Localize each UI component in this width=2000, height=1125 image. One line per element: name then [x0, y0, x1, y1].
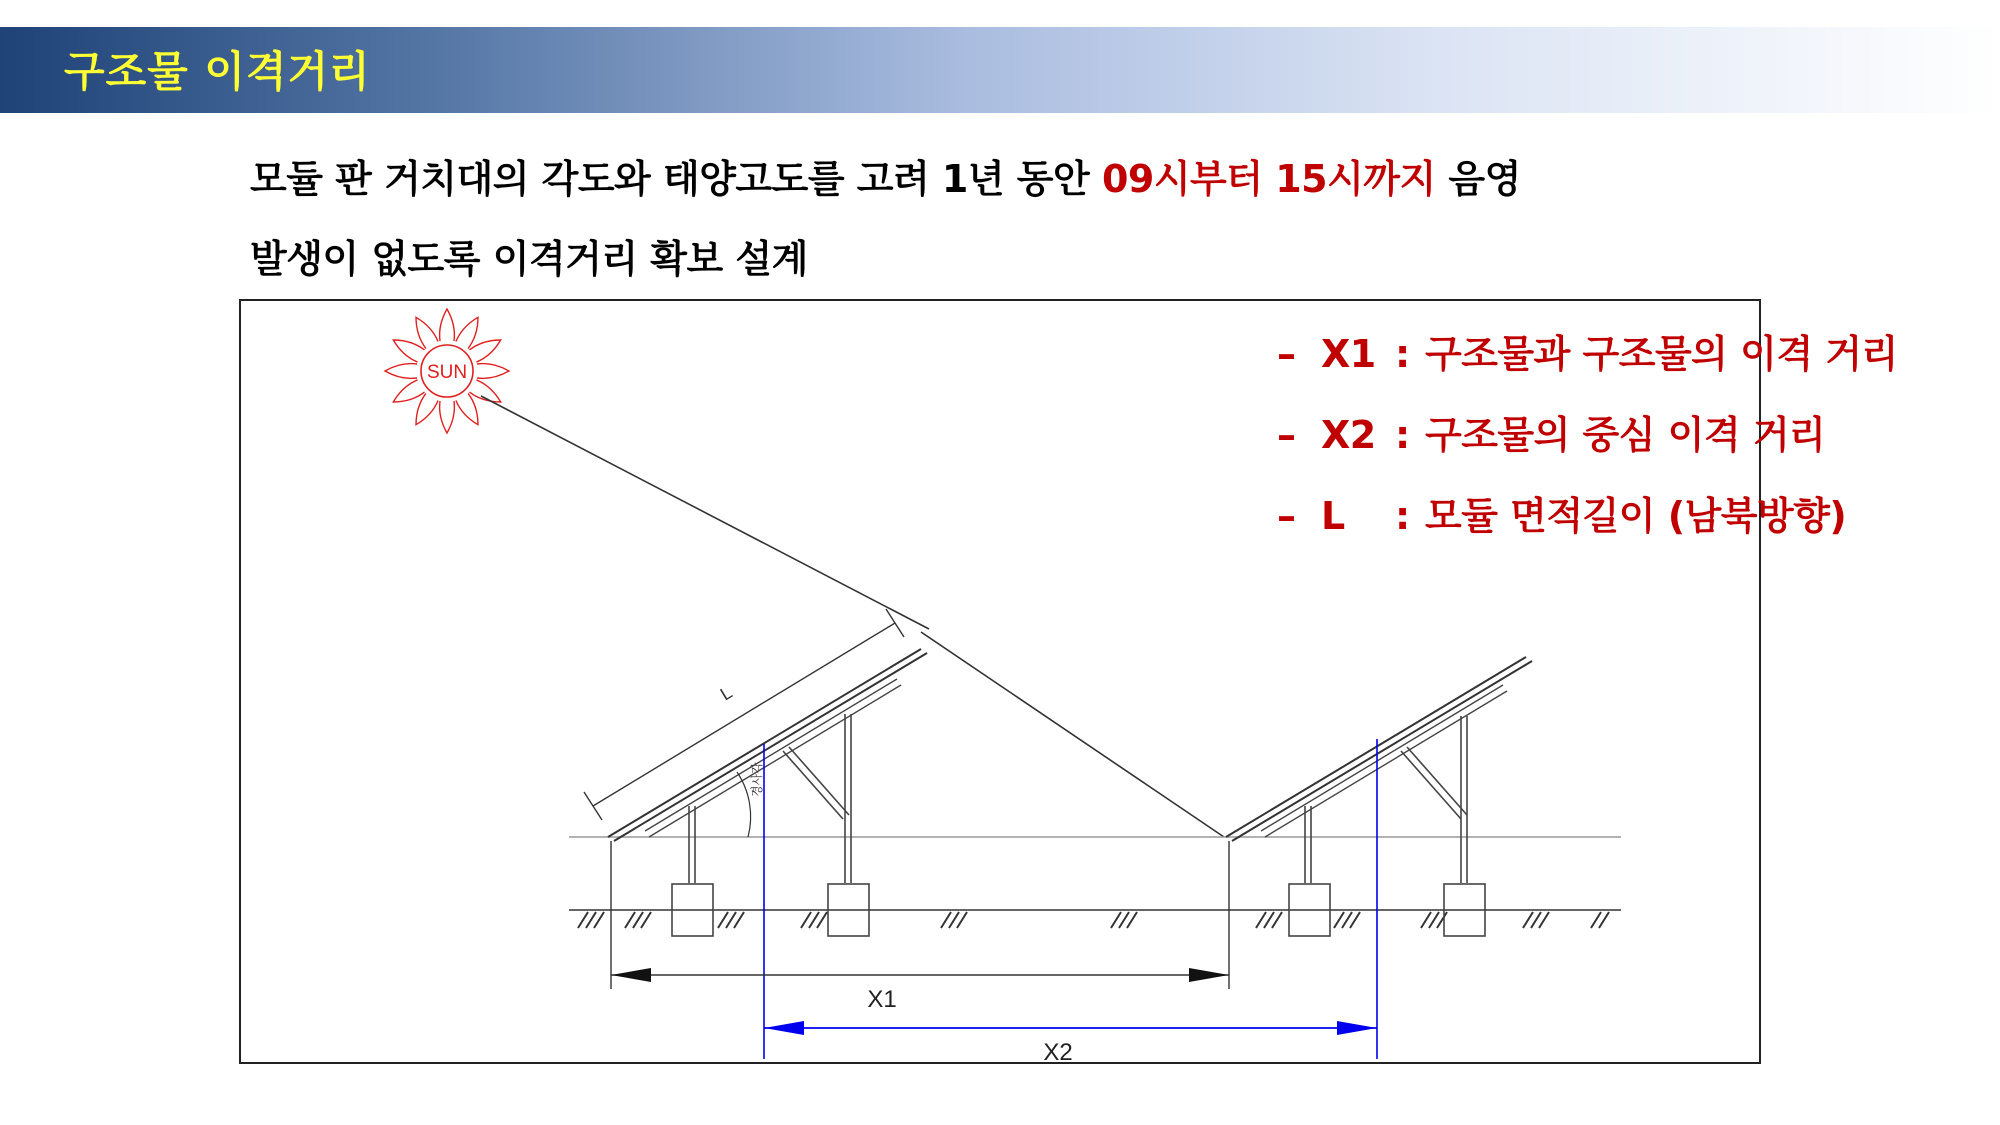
description-highlight: 09시부터 15시까지 — [1101, 157, 1436, 201]
structure-1 — [608, 649, 927, 936]
x2-dimension — [764, 1021, 1377, 1066]
sun-icon — [385, 309, 509, 433]
shadow-line — [921, 632, 1224, 837]
sun-ray — [393, 380, 424, 402]
description-line-2: 발생이 없도록 이격거리 확보 설계 — [250, 237, 808, 281]
legend-colon: : — [1395, 494, 1410, 538]
legend-x2 — [1277, 404, 1825, 459]
legend-dash: – — [1277, 332, 1296, 376]
legend-colon: : — [1395, 413, 1410, 457]
sun-ray — [477, 364, 509, 379]
description-suffix: 음영 — [1435, 157, 1521, 201]
legend-x1 — [1277, 323, 1898, 378]
ground-hatching — [578, 912, 1609, 928]
l-label: L — [716, 682, 736, 705]
sun-ray — [469, 340, 500, 362]
sun-ray — [385, 364, 417, 379]
legend-text: 구조물과 구조물의 이격 거리 — [1425, 332, 1898, 376]
l-dimension — [584, 609, 904, 820]
legend-text: 구조물의 중심 이격 거리 — [1425, 413, 1826, 457]
legend-colon: : — [1395, 332, 1410, 376]
legend-text: 모듈 면적길이 (남북방향) — [1425, 494, 1847, 538]
sun-ray — [456, 393, 478, 424]
legend-symbol: L — [1321, 494, 1345, 538]
sun-ray — [393, 340, 424, 362]
x1-label: X1 — [867, 986, 897, 1013]
sun-ray-line — [481, 396, 929, 629]
sun-ray — [416, 317, 438, 348]
legend-dash: – — [1277, 413, 1296, 457]
page-title: 구조물 이격거리 — [64, 47, 371, 96]
angle-label: 경사각 — [750, 762, 764, 797]
x2-label: X2 — [1043, 1039, 1073, 1066]
description-line-1 — [250, 148, 1521, 203]
x1-dimension — [611, 841, 1229, 1013]
description-prefix: 모듈 판 거치대의 각도와 태양고도를 고려 1년 동안 — [250, 157, 1102, 201]
sun-ray — [440, 309, 455, 341]
sun-label: SUN — [426, 362, 468, 383]
structure-2 — [1226, 657, 1532, 936]
title-bar — [0, 27, 2000, 113]
legend-l — [1277, 485, 1846, 540]
sun-ray — [416, 393, 438, 424]
legend-dash: – — [1277, 494, 1296, 538]
sun-ray — [440, 401, 455, 433]
spacing-diagram — [239, 299, 1898, 1066]
legend-symbol: X1 — [1321, 332, 1376, 376]
sun-ray — [456, 317, 478, 348]
legend-symbol: X2 — [1321, 413, 1376, 457]
